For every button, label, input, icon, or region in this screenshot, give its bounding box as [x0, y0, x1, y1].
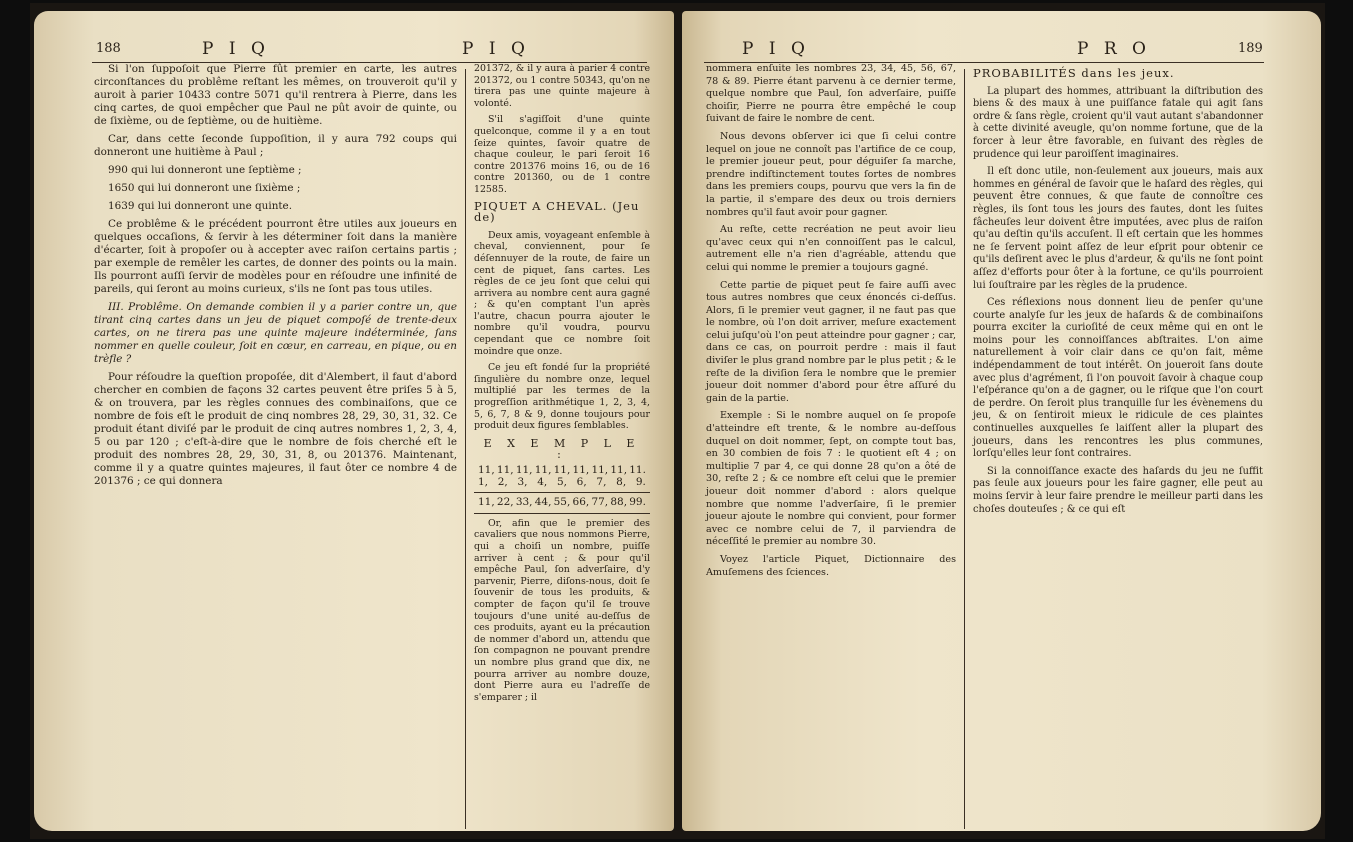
table-cell: 11, [515, 464, 533, 476]
paragraph: Il eſt donc utile, non-ſeulement aux joueurs, mais aux hommes en général de ſavoir que le haſard des règles, qui peuvent être connues, & que faute de connoître ces règles, ils ſont tous les jours des fautes, dont les ſuites fâcheuſes leur doivent être imputées, avec plus de raiſon qu'au deſtin qu'ils accuſent. Il eſt certain que les hommes ne ſe ſervent point aſſez de leur eſprit pour obtenir ce qu'ils deſirent avec le plus d'ardeur, & qu'ils ne ſont point aſſez d'efforts pour ôter à la fortune, ce qu'ils pourroient lui ſouſtraire par les règles de la prudence. [973, 166, 1263, 291]
table-cell: 66, [572, 496, 590, 509]
right-column-rule [964, 69, 965, 829]
table-cell: 11. [629, 464, 646, 476]
paragraph: Si l'on ſuppoſoit que Pierre fût premier en carte, les autres circonſtances du problême reſtant les mêmes, on trouveroit qu'il y auroit à parier 10433 contre 5071 qu'il rentrera à Pierre, dans les cinq cartes, de quoi empêcher que Paul ne pût avoir de quinte, ou de ſixième, ou de ſeptième, ou de huitième. [94, 63, 457, 127]
right-page-number: 189 [1238, 41, 1263, 56]
table-cell: 99. [629, 496, 646, 509]
table-cell: 22, [496, 496, 514, 509]
table-cell: 11, [610, 464, 628, 476]
table-cell: 11, [478, 496, 495, 509]
section-heading-probabilites: PROBABILITÉS dans les jeux. [973, 66, 1175, 80]
paragraph: Si la connoiſſance exacte des haſards du jeu ne ſuffit pas ſeule aux joueurs pour les faire gagner, elle peut au moins ſervir à leur faire prendre le meilleur parti dans les choſes douteuſes ; & ce qui eſt [973, 465, 1263, 515]
table-cell: 11, [572, 464, 590, 476]
section-heading-piquet-a-cheval: PIQUET A CHEVAL. (Jeu de) [474, 198, 640, 225]
problem-statement: III. Problême. On demande combien il y a parier contre un, que tirant cinq cartes dans un jeu de piquet compoſé de trente-deux cartes, on ne tirera pas une quinte majeure indéterminée, ſans nommer en quelle couleur, ſoit en cœur, en carreau, en pique, ou en trèfle ? [94, 301, 457, 365]
left-running-head-1: P I Q [202, 39, 270, 59]
right-page [682, 11, 1321, 831]
paragraph: Pour réſoudre la queſtion propoſée, dit d'Alembert, il faut d'abord chercher en combien de façons 32 cartes peuvent être priſes 5 à 5, & on trouvera, par les règles connues des combinaiſons, que ce nombre de fois eſt le produit de cinq nombres 28, 29, 30, 31, 32. Ce produit étant diviſé par le produit de cinq autres nombres 1, 2, 3, 4, 5 ou par 120 ; c'eſt-à-dire que le nombre de fois cherché eſt le produit des nombres 28, 29, 30, 31, 8, ou 201376. Maintenant, comme il y a quatre quintes majeures, il faut ôter ce nombre 4 de 201376 ; ce qui donnera [94, 371, 457, 487]
open-book [30, 3, 1325, 839]
paragraph: Nous devons obſerver ici que ſi celui contre lequel on joue ne connoît pas l'artifice de ce coup, le premier joueur peut, pour déguiſer ſa marche, prendre indiſtinctement toutes ſortes de nombres dans les premiers coups, pourvu que vers la fin de la partie, il s'empare des deux ou trois derniers nombres qu'il faut avoir pour gagner. [706, 130, 956, 218]
left-running-head-2: P I Q [462, 39, 530, 59]
paragraph: 201372, & il y aura à parier 4 contre 201372, ou 1 contre 50343, qu'on ne tirera pas une quinte majeure à volonté. [474, 63, 650, 109]
table-cell: 4, [537, 475, 548, 488]
table-cell: 11, [553, 464, 571, 476]
paragraph: Ces réflexions nous donnent lieu de penſer qu'une courte analyſe ſur les jeux de haſards & de combinaiſons pourra exciter la curioſité de ceux même qui en ont le moins pour les connoiſſances abſtraites. L'on aime naturellement à voir clair dans ce qu'on fait, même indépendamment de tout intérêt. On joueroit ſans doute avec plus d'agrément, ſi l'on pouvoit ſavoir à chaque coup l'eſpérance qu'on a de gagner, ou le riſque que l'on court de perdre. On ſeroit plus tranquille ſur les évènemens du jeu, & on ſentiroit mieux le ridicule de ces plaintes continuelles auxquelles ſe laiſſent aller la plupart des joueurs, dans les rencontres les plus communes, lorſqu'elles leur ſont contraires. [973, 297, 1263, 460]
table-cell: 8, [616, 475, 627, 488]
table-cell: 11, [591, 464, 609, 476]
right-running-head-1: P I Q [742, 39, 810, 59]
paragraph: La plupart des hommes, attribuant la diſtribution des biens & des maux à une puiſſance fatale qui agit ſans ordre & ſans règle, croient qu'il vaut autant s'abandonner à cette divinité aveugle, qu'on nomme fortune, que de la forcer à leur être favorable, en ſuivant des règles de prudence qui leur paroiſſent imaginaires. [973, 85, 1263, 160]
left-page [34, 11, 674, 831]
multiplicand-row [474, 465, 650, 477]
table-cell: 77, [591, 496, 609, 509]
table-cell: 9. [635, 475, 646, 488]
left-column-rule [465, 69, 466, 829]
right-column-2 [973, 63, 1263, 521]
cross-reference: Voyez l'article Piquet, Dictionnaire des Amuſemens des ſciences. [706, 553, 956, 578]
table-cell: 7, [596, 475, 607, 488]
paragraph: Car, dans cette ſeconde ſuppoſition, il y aura 792 coups qui donneront une huitième à Paul ; [94, 133, 457, 158]
paragraph: Deux amis, voyageant enſemble à cheval, conviennent, pour ſe déſennuyer de la route, de faire un cent de piquet, ſans cartes. Les règles de ce jeu ſont que celui qui arrivera au nombre cent aura gagné ; & qu'en comptant l'un après l'autre, chacun pourra ajouter le nombre qu'il voudra, pourvu cependant que ce nombre ſoit moindre que onze. [474, 229, 650, 357]
paragraph: Cette partie de piquet peut ſe faire auſſi avec tous autres nombres que ceux énoncés ci-deſſus. Alors, ſi le premier veut gagner, il ne faut pas que le nombre, où l'on doit arriver, meſure exactement celui juſqu'où l'on peut atteindre pour gagner ; car, dans ce cas, on pourroit perdre : mais il faut diviſer le plus grand nombre par le plus petit ; & le reſte de la diviſion ſera le nombre que le premier joueur doit nommer d'abord pour être aſſuré du gain de la partie. [706, 279, 956, 404]
paragraph: 1639 qui lui donneront une quinte. [108, 200, 293, 212]
table-cell: 88, [610, 496, 628, 509]
paragraph: S'il s'agiſſoit d'une quinte quelconque, comme il y a en tout ſeize quintes, ſavoir quatre de chaque couleur, le pari ſeroit 16 contre 201376 moins 16, ou de 16 contre 201360, ou de 1 contre 12585. [474, 114, 650, 195]
right-running-head-2: P R O [1077, 39, 1151, 59]
paragraph: Ce problême & le précédent pourront être utiles aux joueurs en quelques occaſions, & ſervir à les déterminer ſoit dans la manière d'écarter, ſoit à propoſer ou à accepter avec raiſon certains partis ; par exemple de remêler les cartes, de donner des points ou la main. Ils pourront auſſi ſervir de modèles pour en réſoudre une infinité de pareils, qui ſeront au moins curieux, s'ils ne ſont pas tous utiles. [94, 218, 457, 295]
table-cell: 2, [497, 475, 508, 488]
table-cell: 3, [517, 475, 528, 488]
paragraph: 1650 qui lui donneront une ſixième ; [108, 182, 301, 194]
paragraph: Ce jeu eſt fondé ſur la propriété ſingulière du nombre onze, lequel multiplié par les termes de la progreſſion arithmétique 1, 2, 3, 4, 5, 6, 7, 8 & 9, donne toujours pour produit deux figures ſemblables. [474, 362, 650, 432]
product-row [474, 497, 650, 509]
paragraph: Au reſte, cette recréation ne peut avoir lieu qu'avec ceux qui n'en connoiſſent pas le calcul, autrement elle n'a rien d'agréable, attendu que celui qui nomme le premier a toujours gagné. [706, 224, 956, 273]
paragraph: Exemple : Si le nombre auquel on ſe propoſe d'atteindre eſt trente, & le nombre au-deſſous duquel on doit nommer, ſept, on compte tout bas, en 30 combien de fois 7 : le quotient eſt 4 ; on multiplie 7 par 4, ce qui donne 28 qu'on a ôté de 30, reſte 2 ; & ce nombre eſt celui que le premier joueur doit nommer d'abord : alors quelque nombre que nomme l'adverſaire, ſi le premier joueur ajoute le nombre qui convient, pour former avec ce nombre celui de 7, il parviendra de néceſſité le premier au nombre 30. [706, 410, 956, 548]
table-cell: 44, [534, 496, 552, 509]
multiplier-row [474, 477, 650, 489]
left-column-1 [94, 63, 457, 493]
table-cell: 11, [496, 464, 514, 476]
table-cell: 11, [534, 464, 552, 476]
table-rule [474, 513, 650, 514]
example-label: E X E M P L E : [483, 436, 641, 462]
table-cell: 6, [576, 475, 587, 488]
right-column-1 [706, 63, 956, 584]
table-cell: 33, [515, 496, 533, 509]
table-cell: 55, [553, 496, 571, 509]
table-rule [474, 492, 650, 493]
table-cell: 1, [478, 475, 489, 488]
table-cell: 5, [556, 475, 567, 488]
left-page-number: 188 [96, 41, 121, 56]
paragraph: Or, afin que le premier des cavaliers que nous nommons Pierre, qui a choiſi un nombre, puiſſe arriver à cent ; & pour qu'il empêche Paul, ſon adverſaire, d'y parvenir, Pierre, diſons-nous, doit ſe ſouvenir de tous les produits, & compter de façon qu'il ſe trouve toujours d'une unité au-deſſus de ces produits, ayant eu la précaution de nommer d'abord un, attendu que ſon compagnon ne pouvant prendre un nombre plus grand que dix, ne pourra arriver au nombre douze, dont Pierre aura eu l'adreſſe de s'emparer ; il [474, 517, 650, 703]
left-column-2 [474, 63, 650, 708]
table-cell: 11, [478, 464, 495, 476]
paragraph: 990 qui lui donneront une ſeptième ; [108, 164, 302, 176]
paragraph: nommera enſuite les nombres 23, 34, 45, 56, 67, 78 & 89. Pierre étant parvenu à ce dernier terme, quelque nombre que Paul, ſon adverſaire, puiſſe choiſir, Pierre ne pourra être empêché le coup ſuivant de faire le nombre de cent. [706, 63, 956, 125]
